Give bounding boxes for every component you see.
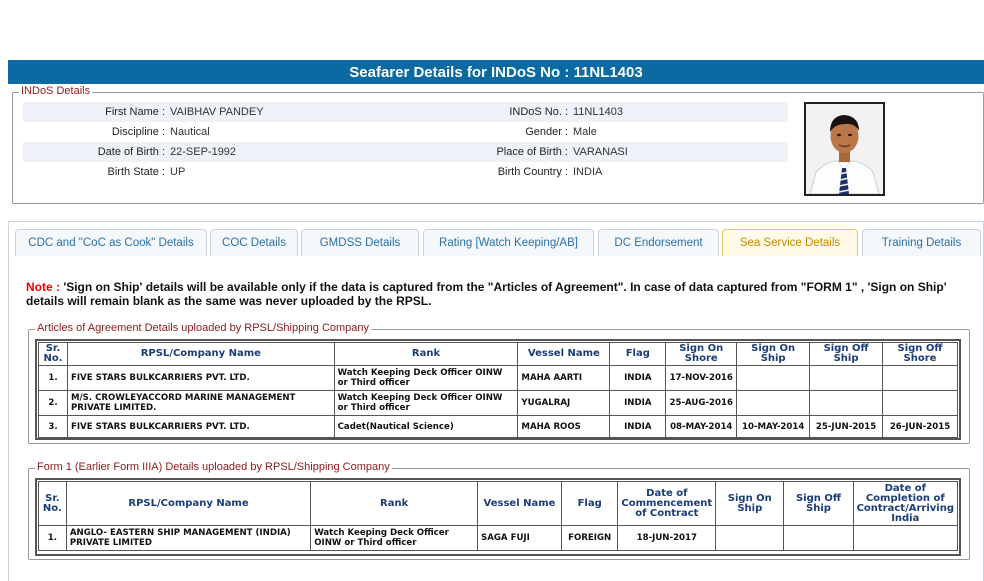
cell-sr-no: 2. bbox=[39, 391, 68, 416]
table-row bbox=[39, 391, 958, 416]
tab-rating-details[interactable]: Rating [Watch Keeping/AB] bbox=[423, 229, 594, 256]
cell-sr-no: 1. bbox=[39, 526, 67, 551]
cell-company: ANGLO- EASTERN SHIP MANAGEMENT (INDIA) PRIVATE LIMITED bbox=[66, 526, 310, 551]
cell-rank: Watch Keeping Deck Officer OINW or Third officer bbox=[334, 366, 518, 391]
birth-state-value: UP bbox=[170, 166, 186, 178]
col-sign-on-ship: Sign On Ship bbox=[716, 482, 784, 526]
form1-legend: Form 1 (Earlier Form IIIA) Details uploaded by RPSL/Shipping Company bbox=[37, 461, 390, 473]
indos-details-legend: INDoS Details bbox=[21, 85, 91, 97]
table-row bbox=[39, 366, 958, 391]
cell-sign-on-shore: 17-NOV-2016 bbox=[666, 366, 737, 391]
discipline-value: Nautical bbox=[170, 126, 210, 138]
cell-vessel: MAHA ROOS bbox=[518, 416, 610, 438]
tab-coc-details[interactable]: COC Details bbox=[210, 229, 298, 256]
birth-state-label: Birth State : bbox=[107, 166, 165, 178]
page-title: Seafarer Details for INDoS No : 11NL1403 bbox=[8, 60, 984, 84]
gender-value: Male bbox=[573, 126, 597, 138]
indos-no-label: INDoS No. : bbox=[509, 106, 568, 118]
cell-sign-on-ship: 10-MAY-2014 bbox=[737, 416, 810, 438]
cell-rank: Watch Keeping Deck Officer OINW or Third officer bbox=[334, 391, 518, 416]
cell-sign-off-shore bbox=[883, 366, 958, 391]
note-prefix: Note : bbox=[26, 280, 60, 294]
note-text: 'Sign on Ship' details will be available only if the data is captured from the "Articles of Agreement". In case of data captured from "FORM 1" , 'Sign on Ship' details will remain blank as the same was never uploaded by the RPSL. bbox=[26, 280, 947, 308]
birth-country-value: INDIA bbox=[573, 166, 603, 178]
col-rpsl-company: RPSL/Company Name bbox=[66, 482, 310, 526]
cell-flag: INDIA bbox=[610, 366, 666, 391]
discipline-label: Discipline : bbox=[111, 126, 165, 138]
tab-sea-service-details[interactable]: Sea Service Details bbox=[722, 229, 858, 256]
cell-sign-off-ship: 25-JUN-2015 bbox=[810, 416, 883, 438]
seafarer-photo bbox=[804, 102, 885, 196]
cell-vessel: MAHA AARTI bbox=[518, 366, 610, 391]
first-name-value: VAIBHAV PANDEY bbox=[170, 106, 264, 118]
col-date-commencement: Date of Commencement of Contract bbox=[618, 482, 716, 526]
tab-gmdss-details[interactable]: GMDSS Details bbox=[301, 229, 419, 256]
col-date-completion: Date of Completion of Contract/Arriving India bbox=[853, 482, 957, 526]
tab-dc-endorsement[interactable]: DC Endorsement bbox=[598, 229, 719, 256]
col-rank: Rank bbox=[311, 482, 478, 526]
col-sign-off-ship: Sign Off Ship bbox=[810, 343, 883, 366]
col-sign-off-ship: Sign Off Ship bbox=[784, 482, 853, 526]
cell-flag: INDIA bbox=[610, 416, 666, 438]
col-sr-no: Sr. No. bbox=[39, 482, 67, 526]
cell-company: FIVE STARS BULKCARRIERS PVT. LTD. bbox=[67, 366, 334, 391]
cell-vessel: SAGA FUJI bbox=[478, 526, 562, 551]
indos-row bbox=[23, 162, 788, 182]
cell-sign-off-shore: 26-JUN-2015 bbox=[883, 416, 958, 438]
cell-sign-on-ship bbox=[716, 526, 784, 551]
col-rpsl-company: RPSL/Company Name bbox=[67, 343, 334, 366]
tab-cdc-details[interactable]: CDC and "CoC as Cook" Details bbox=[15, 229, 207, 256]
cell-date-commencement: 18-JUN-2017 bbox=[618, 526, 716, 551]
col-sign-on-shore: Sign On Shore bbox=[666, 343, 737, 366]
cell-rank: Cadet(Nautical Science) bbox=[334, 416, 518, 438]
cell-rank: Watch Keeping Deck Officer OINW or Third officer bbox=[311, 526, 478, 551]
indos-row bbox=[23, 102, 788, 122]
cell-company: M/S. CROWLEYACCORD MARINE MANAGEMENT PRIVATE LIMITED. bbox=[67, 391, 334, 416]
cell-sign-on-shore: 08-MAY-2014 bbox=[666, 416, 737, 438]
articles-legend: Articles of Agreement Details uploaded by RPSL/Shipping Company bbox=[37, 322, 370, 334]
dob-value: 22-SEP-1992 bbox=[170, 146, 237, 158]
col-vessel-name: Vessel Name bbox=[478, 482, 562, 526]
col-sign-on-ship: Sign On Ship bbox=[737, 343, 810, 366]
sign-on-note bbox=[26, 280, 976, 308]
tab-training-details[interactable]: Training Details bbox=[862, 229, 981, 256]
cell-flag: FOREIGN bbox=[561, 526, 618, 551]
form1-table bbox=[38, 481, 958, 551]
indos-details-section bbox=[12, 85, 984, 204]
cell-sign-on-ship bbox=[737, 391, 810, 416]
dob-label: Date of Birth : bbox=[97, 146, 165, 158]
cell-sr-no: 3. bbox=[39, 416, 68, 438]
col-sign-off-shore: Sign Off Shore bbox=[883, 343, 958, 366]
indos-row bbox=[23, 142, 788, 162]
cell-sign-on-shore: 25-AUG-2016 bbox=[666, 391, 737, 416]
cell-sr-no: 1. bbox=[39, 366, 68, 391]
col-flag: Flag bbox=[610, 343, 666, 366]
col-flag: Flag bbox=[561, 482, 618, 526]
cell-date-completion bbox=[853, 526, 957, 551]
table-row bbox=[39, 416, 958, 438]
indos-row bbox=[23, 122, 788, 142]
form1-header-row bbox=[39, 482, 958, 526]
place-of-birth-value: VARANASI bbox=[573, 146, 628, 158]
cell-sign-off-ship bbox=[810, 391, 883, 416]
col-sr-no: Sr. No. bbox=[39, 343, 68, 366]
cell-sign-off-shore bbox=[883, 391, 958, 416]
articles-table bbox=[38, 342, 958, 438]
gender-label: Gender : bbox=[525, 126, 568, 138]
indos-no-value: 11NL1403 bbox=[573, 106, 623, 118]
place-of-birth-label: Place of Birth : bbox=[496, 146, 568, 158]
col-vessel-name: Vessel Name bbox=[518, 343, 610, 366]
articles-header-row bbox=[39, 343, 958, 366]
cell-vessel: YUGALRAJ bbox=[518, 391, 610, 416]
col-rank: Rank bbox=[334, 343, 518, 366]
table-row bbox=[39, 526, 958, 551]
cell-sign-on-ship bbox=[737, 366, 810, 391]
cell-flag: INDIA bbox=[610, 391, 666, 416]
first-name-label: First Name : bbox=[105, 106, 165, 118]
cell-sign-off-ship bbox=[784, 526, 853, 551]
cell-company: FIVE STARS BULKCARRIERS PVT. LTD. bbox=[67, 416, 334, 438]
birth-country-label: Birth Country : bbox=[497, 166, 568, 178]
cell-sign-off-ship bbox=[810, 366, 883, 391]
